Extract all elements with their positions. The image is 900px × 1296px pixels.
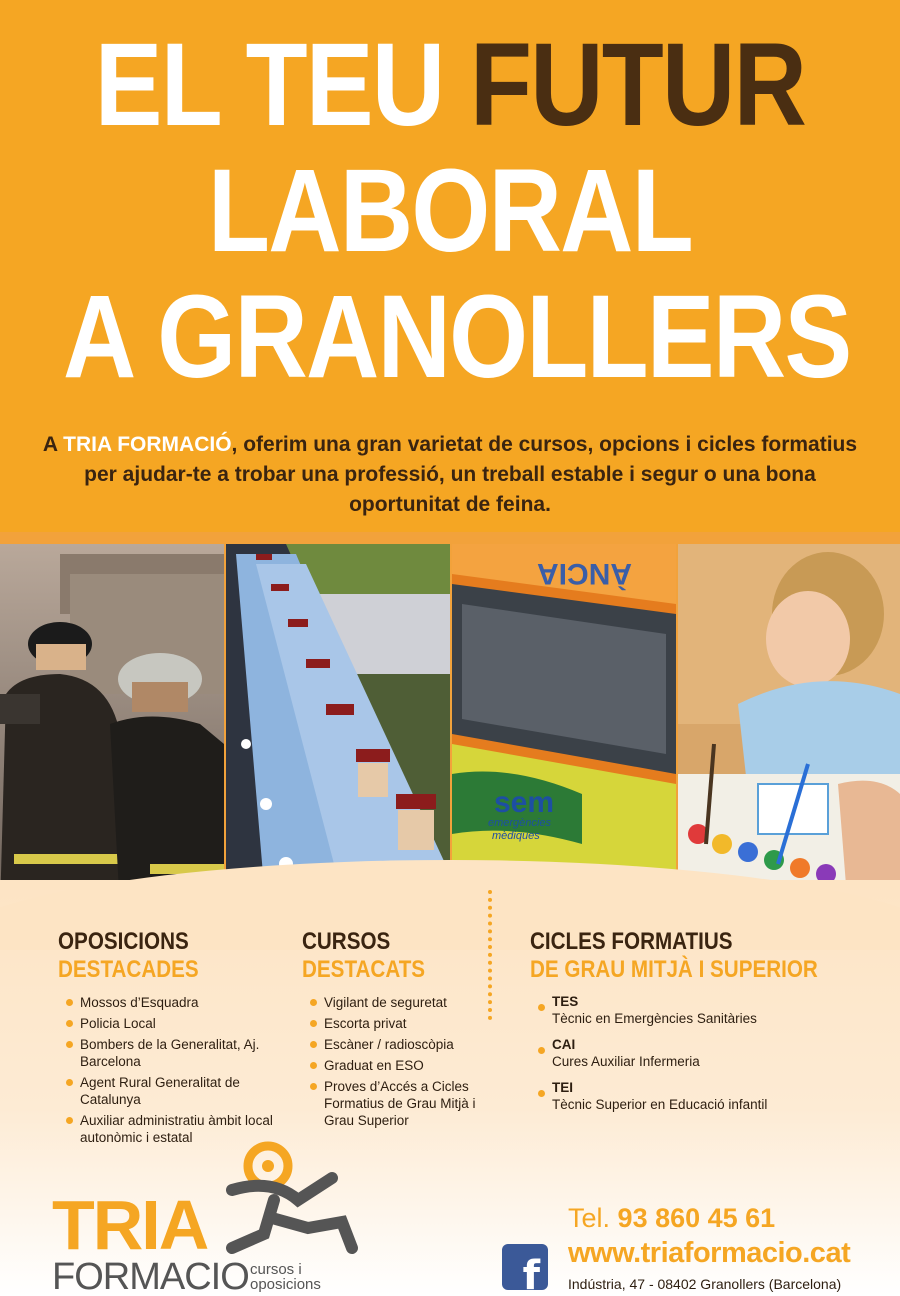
intro-paragraph — [40, 430, 860, 520]
cursos-title — [302, 928, 474, 984]
cicles-title-2: DE GRAU MITJÀ I SUPERIOR — [530, 956, 818, 983]
intro-brand: TRIA FORMACIÓ — [63, 433, 232, 456]
cycle-code: CAI — [552, 1037, 576, 1052]
cursos-title-1: CURSOS — [302, 928, 391, 955]
cycle-desc: Tècnic en Emergències Sanitàries — [552, 1011, 757, 1026]
cycle-code: TEI — [552, 1080, 574, 1095]
headline-line-3: A GRANOLLERS — [63, 271, 851, 403]
list-item: Graduat en ESO — [302, 1057, 502, 1074]
contact-block — [568, 1202, 888, 1294]
intro-text: , oferim una gran varietat de cursos, opcions i cicles formatius per ajudar-te a trobar una professió, un treball estable i segur o una bona oportunitat de feina. — [84, 433, 858, 516]
photo-ambulance — [452, 544, 676, 910]
logo-tagline — [250, 1262, 321, 1292]
address: Indústria, 47 - 08402 Granollers (Barcelona) — [568, 1276, 842, 1292]
list-item: Auxiliar administratiu àmbit local autonòmic i estatal — [58, 1112, 298, 1146]
logo-tria-text: TRIA — [52, 1186, 208, 1264]
oposicions-title-2: DESTACADES — [58, 956, 199, 983]
header-banner — [0, 0, 900, 532]
ambulance-top-text: ÀNCIA — [537, 557, 632, 590]
website-link[interactable]: www.triaformacio.cat — [568, 1237, 851, 1269]
logo-tagline-2: oposicions — [250, 1276, 321, 1293]
list-item — [530, 994, 870, 1027]
running-figure-icon — [212, 1138, 362, 1258]
photo-police-parade — [226, 544, 450, 910]
list-item — [530, 1080, 870, 1113]
cycle-desc: Tècnic Superior en Educació infantil — [552, 1097, 768, 1112]
cicles-title-1: CICLES FORMATIUS — [530, 928, 733, 955]
headline — [63, 19, 851, 403]
cursos-column — [302, 928, 502, 1133]
headline-line-1 — [63, 19, 837, 151]
list-item: Escàner / radioscòpia — [302, 1036, 502, 1053]
logo-formacio-text: FORMACIO — [52, 1256, 249, 1296]
oposicions-title-1: OPOSICIONS — [58, 928, 189, 955]
headline-futur: FUTUR — [469, 19, 806, 151]
oposicions-title — [58, 928, 264, 984]
list-item — [530, 1037, 870, 1070]
cycle-desc: Cures Auxiliar Infermeria — [552, 1054, 700, 1069]
ambulance-brand-text: sem — [494, 786, 555, 819]
cicles-list — [530, 994, 870, 1113]
headline-el-teu: EL TEU — [94, 19, 444, 151]
photo-strip — [0, 532, 900, 912]
facebook-icon[interactable]: f — [502, 1244, 548, 1290]
photo-firefighters — [0, 544, 224, 910]
list-item: Vigilant de seguretat — [302, 994, 502, 1011]
logo-tagline-1: cursos i — [250, 1261, 302, 1278]
list-item: Mossos d’Esquadra — [58, 994, 298, 1011]
intro-prefix: A — [42, 433, 64, 456]
ambulance-sub2-text: mèdiques — [492, 830, 540, 842]
cursos-list — [302, 994, 502, 1129]
list-item: Bombers de la Generalitat, Aj. Barcelona — [58, 1036, 298, 1070]
headline-line-2: LABORAL — [207, 145, 693, 277]
list-item: Proves d’Accés a Cicles Formatius de Grau Mitjà i Grau Superior — [302, 1078, 502, 1129]
tel-label: Tel. — [568, 1203, 611, 1233]
ambulance-sub1-text: emergències — [488, 817, 551, 829]
telephone — [568, 1202, 888, 1234]
tel-number[interactable]: 93 860 45 61 — [617, 1203, 776, 1233]
oposicions-column — [58, 928, 298, 1150]
list-item: Policia Local — [58, 1015, 298, 1032]
photo-child-painting — [678, 544, 900, 910]
cycle-code: TES — [552, 994, 579, 1009]
list-item: Agent Rural Generalitat de Catalunya — [58, 1074, 298, 1108]
cursos-title-2: DESTACATS — [302, 956, 426, 983]
cicles-title — [530, 928, 822, 984]
oposicions-list — [58, 994, 298, 1146]
cicles-column — [530, 928, 870, 1123]
list-item: Escorta privat — [302, 1015, 502, 1032]
tria-formacio-logo — [52, 1138, 352, 1296]
